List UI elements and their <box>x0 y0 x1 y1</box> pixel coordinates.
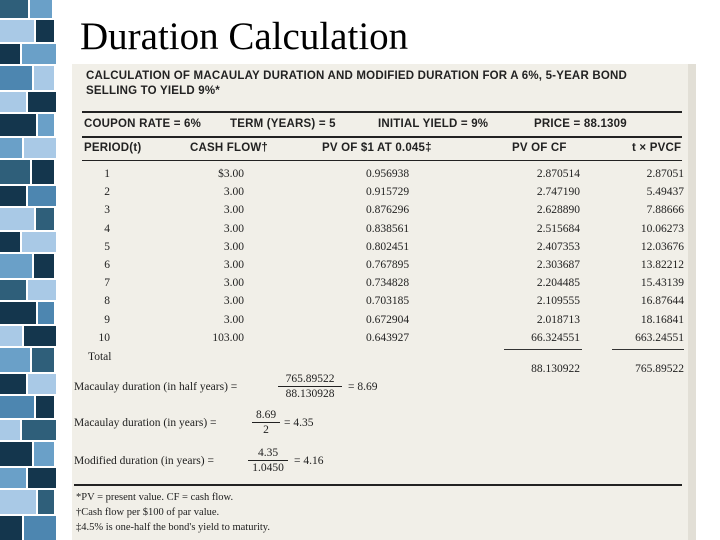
total-label: Total <box>88 351 112 363</box>
cell-pv-of-cf: 2.204485 <box>536 277 580 290</box>
decorative-block <box>24 138 56 158</box>
cell-cash-flow: 3.00 <box>223 295 244 308</box>
cell-cash-flow: 3.00 <box>223 313 244 326</box>
cell-pv-of-cf: 2.628890 <box>536 204 580 217</box>
cell-pv-of-cf: 2.018713 <box>536 313 580 326</box>
cell-cash-flow: 103.00 <box>212 331 244 344</box>
cell-period: 3 <box>104 204 110 217</box>
cell-t-times-pvcf: 5.49437 <box>646 186 684 199</box>
column-header-pv-of-1: PV OF $1 AT 0.045‡ <box>322 142 432 154</box>
cell-t-times-pvcf: 15.43139 <box>640 277 684 290</box>
decorative-block <box>0 490 36 514</box>
decorative-block <box>38 490 54 514</box>
formula-2-numerator: 8.69 <box>252 409 280 423</box>
cell-pv-of-cf: 2.515684 <box>536 222 580 235</box>
cell-pv-of-cf: 2.407353 <box>536 240 580 253</box>
formula-2-denominator: 2 <box>263 424 269 436</box>
decorative-block <box>32 348 54 372</box>
cell-cash-flow: 3.00 <box>223 277 244 290</box>
table-heading-line-1: CALCULATION OF MACAULAY DURATION AND MODIFIED DURATION FOR A 6%, 5-YEAR BOND <box>86 70 627 82</box>
formula-macaulay-years-label: Macaulay duration (in years) = <box>74 417 217 429</box>
cell-cash-flow: 3.00 <box>223 204 244 217</box>
param-initial-yield: INITIAL YIELD = 9% <box>378 118 489 130</box>
decorative-block <box>0 280 26 300</box>
cell-period: 8 <box>104 295 110 308</box>
formula-modified-duration-fraction <box>248 447 288 474</box>
cell-pv-of-1: 0.703185 <box>366 295 410 308</box>
slide-title: Duration Calculation <box>80 15 409 58</box>
cell-t-times-pvcf: 13.82212 <box>640 259 684 271</box>
cell-cash-flow: 3.00 <box>223 186 244 199</box>
formula-3-denominator: 1.0450 <box>252 462 284 474</box>
cell-period: 9 <box>104 313 110 326</box>
formula-1-result: = 8.69 <box>348 381 378 393</box>
decorative-block <box>36 20 54 42</box>
decorative-block <box>0 374 26 394</box>
decorative-block <box>0 348 30 372</box>
param-price: PRICE = 88.1309 <box>534 118 627 130</box>
decorative-block <box>0 442 32 466</box>
decorative-block <box>34 66 54 90</box>
cell-pv-of-cf: 2.870514 <box>536 168 580 180</box>
decorative-block <box>22 44 56 64</box>
formula-macaulay-half-years-fraction <box>278 373 342 400</box>
decorative-block-strip <box>0 0 62 540</box>
decorative-block <box>22 420 56 440</box>
cell-cash-flow: 3.00 <box>223 222 244 235</box>
cell-pv-of-1: 0.767895 <box>366 259 410 271</box>
cell-t-times-pvcf: 7.88666 <box>646 204 684 217</box>
decorative-block <box>34 254 54 278</box>
decorative-block <box>38 114 54 136</box>
decorative-block <box>28 92 56 112</box>
tpvcf-sum-line <box>612 349 684 350</box>
decorative-block <box>0 160 30 184</box>
cell-pv-of-1: 0.915729 <box>366 186 410 199</box>
cell-period: 6 <box>104 259 110 271</box>
cell-pv-of-1: 0.838561 <box>366 222 410 235</box>
decorative-block <box>0 138 22 158</box>
cell-period: 2 <box>104 186 110 199</box>
decorative-block <box>30 0 52 18</box>
column-header-cash-flow: CASH FLOW† <box>190 142 269 154</box>
cell-period: 5 <box>104 240 110 253</box>
formula-macaulay-years-fraction <box>252 409 280 436</box>
formula-3-result: = 4.16 <box>294 455 324 467</box>
decorative-block <box>0 420 20 440</box>
decorative-block <box>0 468 26 488</box>
decorative-block <box>0 302 36 324</box>
decorative-block <box>0 20 34 42</box>
decorative-block <box>28 280 56 300</box>
cell-pv-of-cf: 2.747190 <box>536 186 580 199</box>
param-rule <box>82 136 682 138</box>
decorative-block <box>22 232 56 252</box>
decorative-block <box>0 0 28 18</box>
cell-period: 10 <box>98 331 110 344</box>
column-header-period: PERIOD(t) <box>84 142 142 154</box>
cell-period: 4 <box>104 222 110 235</box>
page-edge-shadow <box>688 64 696 540</box>
decorative-block <box>28 186 56 206</box>
formula-modified-duration-label: Modified duration (in years) = <box>74 455 214 467</box>
decorative-block <box>0 208 34 230</box>
footnote-2: †Cash flow per $100 of par value. <box>76 507 220 518</box>
decorative-block <box>0 516 22 540</box>
footnote-1: *PV = present value. CF = cash flow. <box>76 492 234 503</box>
cell-pv-of-1: 0.956938 <box>366 168 410 180</box>
cell-pv-of-1: 0.643927 <box>366 331 410 344</box>
cell-pv-of-1: 0.802451 <box>366 240 410 253</box>
pvcf-sum-line <box>504 349 582 350</box>
total-pvcf: 88.130922 <box>531 363 580 375</box>
formula-1-denominator: 88.130928 <box>285 388 335 400</box>
decorative-block <box>28 468 56 488</box>
column-header-pv-of-cf: PV OF CF <box>512 142 567 154</box>
decorative-block <box>0 396 34 418</box>
decorative-block <box>34 442 54 466</box>
cell-cash-flow: $3.00 <box>218 168 244 180</box>
cell-period: 7 <box>104 277 110 290</box>
total-tpvcf: 765.89522 <box>635 363 684 375</box>
decorative-block <box>0 326 22 346</box>
decorative-block <box>0 92 26 112</box>
cell-t-times-pvcf: 12.03676 <box>640 240 684 253</box>
scanned-table-document <box>72 64 696 540</box>
cell-pv-of-1: 0.672904 <box>366 313 410 326</box>
decorative-block <box>28 374 56 394</box>
param-term: TERM (YEARS) = 5 <box>230 118 336 130</box>
cell-t-times-pvcf: 16.87644 <box>640 295 684 308</box>
decorative-block <box>0 44 20 64</box>
decorative-block <box>36 396 54 418</box>
param-coupon-rate: COUPON RATE = 6% <box>84 118 202 130</box>
formula-2-result: = 4.35 <box>284 417 314 429</box>
cell-pv-of-cf: 2.109555 <box>536 295 580 308</box>
decorative-block <box>24 326 56 346</box>
cell-t-times-pvcf: 663.24551 <box>635 331 684 344</box>
cell-pv-of-cf: 2.303687 <box>536 259 580 271</box>
cell-period: 1 <box>104 168 110 180</box>
formula-macaulay-half-years-label: Macaulay duration (in half years) = <box>74 381 238 393</box>
decorative-block <box>0 232 20 252</box>
decorative-block <box>32 160 54 184</box>
header-rule <box>82 160 682 161</box>
cell-t-times-pvcf: 18.16841 <box>640 313 684 326</box>
decorative-block <box>0 114 36 136</box>
cell-pv-of-1: 0.734828 <box>366 277 410 290</box>
cell-pv-of-1: 0.876296 <box>366 204 410 217</box>
cell-cash-flow: 3.00 <box>223 240 244 253</box>
decorative-block <box>0 186 26 206</box>
decorative-block <box>38 302 54 324</box>
decorative-block <box>24 516 56 540</box>
footnote-3: ‡4.5% is one-half the bond's yield to maturity. <box>76 522 270 533</box>
formula-1-numerator: 765.89522 <box>278 373 342 387</box>
footnote-rule <box>74 484 682 486</box>
cell-t-times-pvcf: 10.06273 <box>640 222 684 235</box>
table-heading-line-2: SELLING TO YIELD 9%* <box>86 85 220 97</box>
column-header-t-times-pvcf: t × PVCF <box>632 142 682 154</box>
formula-3-numerator: 4.35 <box>248 447 288 461</box>
cell-pv-of-cf: 66.324551 <box>531 331 580 344</box>
decorative-block <box>36 208 54 230</box>
cell-cash-flow: 3.00 <box>223 259 244 271</box>
decorative-block <box>0 254 32 278</box>
decorative-block <box>0 66 32 90</box>
top-rule <box>82 111 682 113</box>
cell-t-times-pvcf: 2.87051 <box>646 168 684 180</box>
